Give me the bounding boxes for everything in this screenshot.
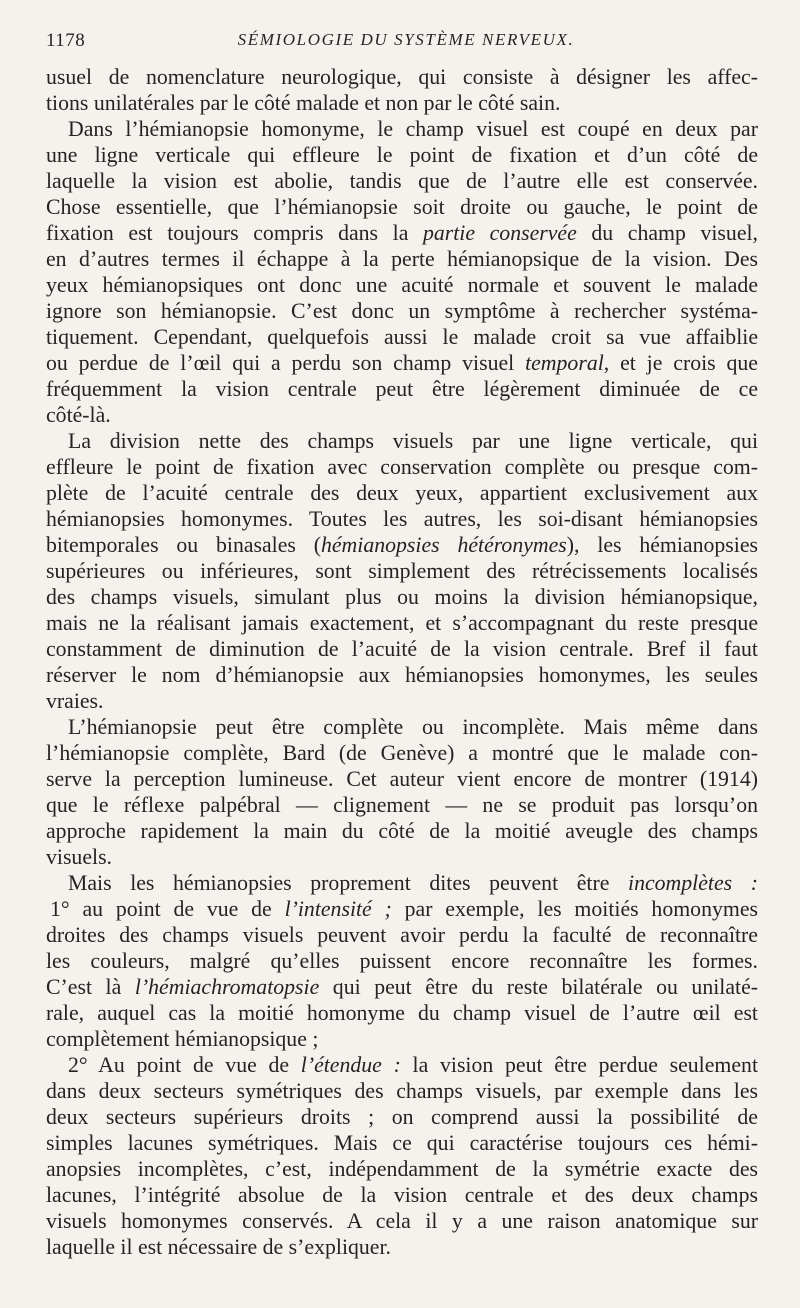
- text-line: [46, 818, 758, 844]
- text-line: [46, 1000, 758, 1026]
- text-segment: la vision peut être perdue seulement: [400, 1053, 758, 1077]
- text-line: [46, 350, 758, 376]
- text-line: [46, 610, 758, 636]
- text-line: [46, 1078, 758, 1104]
- italic-text: l’étendue :: [300, 1053, 401, 1077]
- text-segment: des champs visuels, simulant plus ou moins la division hémianopsique,: [46, 585, 758, 609]
- text-segment: effleure le point de fixation avec conservation complète ou presque com-: [46, 455, 758, 479]
- page-number: 1178: [46, 30, 86, 51]
- page-header: [46, 30, 756, 58]
- text-segment: laquelle la vision est abolie, tandis que de l’autre elle est conservée.: [46, 169, 758, 193]
- text-segment: une ligne verticale qui effleure le point de fixation et d’un côté de: [46, 143, 758, 167]
- text-segment: droites des champs visuels peuvent avoir perdu la faculté de reconnaître: [46, 923, 758, 947]
- text-line: [46, 1104, 758, 1130]
- text-segment: hémianopsies homonymes. Toutes les autres, les soi-disant hémianopsies: [46, 507, 758, 531]
- text-line: [46, 532, 758, 558]
- text-segment: complètement hémianopsique ;: [46, 1027, 319, 1051]
- text-line: [46, 116, 758, 142]
- text-segment: L’hémianopsie peut être complète ou incomplète. Mais même dans: [68, 715, 758, 739]
- text-line: [46, 142, 758, 168]
- text-line: [46, 1156, 758, 1182]
- text-line: [46, 636, 758, 662]
- text-line: [46, 298, 758, 324]
- italic-text: hémianopsies hétéronymes: [320, 533, 567, 557]
- text-line: [46, 948, 758, 974]
- text-segment: lacunes, l’intégrité absolue de la vision centrale et des deux champs: [46, 1183, 758, 1207]
- text-line: [46, 376, 758, 402]
- text-line: [46, 870, 758, 896]
- text-segment: C’est là: [46, 975, 135, 999]
- running-head: SÉMIOLOGIE DU SYSTÈME NERVEUX.: [237, 30, 575, 49]
- text-segment: approche rapidement la main du côté de la moitié aveugle des champs: [46, 819, 758, 843]
- text-line: [46, 714, 758, 740]
- text-line: [46, 428, 758, 454]
- text-line: [46, 1182, 758, 1208]
- text-segment: rale, auquel cas la moitié homonyme du champ visuel de l’autre œil est: [46, 1001, 758, 1025]
- text-segment: ignore son hémianopsie. C’est donc un symptôme à rechercher systéma-: [46, 299, 758, 323]
- text-segment: 2° Au point de vue de: [68, 1053, 301, 1077]
- text-line: [46, 584, 758, 610]
- text-line: [46, 974, 758, 1000]
- text-line: [46, 1130, 758, 1156]
- text-segment: simples lacunes symétriques. Mais ce qui caractérise toujours ces hémi-: [46, 1131, 758, 1155]
- text-segment: fréquemment la vision centrale peut être légèrement diminuée de ce: [46, 377, 758, 401]
- text-segment: plète de l’acuité centrale des deux yeux, appartient exclusivement aux: [46, 481, 758, 505]
- text-segment: tiquement. Cependant, quelquefois aussi le malade croit sa vue affaiblie: [46, 325, 758, 349]
- text-line: [46, 792, 758, 818]
- text-segment: du champ visuel,: [576, 221, 758, 245]
- text-segment: ou perdue de l’œil qui a perdu son champ visuel: [46, 351, 526, 375]
- text-line: [46, 454, 758, 480]
- text-line: [46, 246, 758, 272]
- text-line: [46, 558, 758, 584]
- italic-text: temporal: [525, 351, 604, 375]
- text-line: [46, 506, 758, 532]
- text-line: [46, 168, 758, 194]
- text-line: [46, 844, 758, 870]
- text-segment: bitemporales ou binasales (: [46, 533, 321, 557]
- text-line: [46, 402, 758, 428]
- text-segment: dans deux secteurs symétriques des champs visuels, par exemple dans les: [46, 1079, 758, 1103]
- text-segment: laquelle il est nécessaire de s’expliquer.: [46, 1235, 391, 1259]
- text-segment: La division nette des champs visuels par une ligne verticale, qui: [68, 429, 758, 453]
- text-segment: réserver le nom d’hémianopsie aux hémianopsies homonymes, les seules: [46, 663, 758, 687]
- text-segment: Dans l’hémianopsie homonyme, le champ visuel est coupé en deux par: [68, 117, 758, 141]
- text-line: [46, 1208, 758, 1234]
- italic-text: l’intensité ;: [284, 897, 392, 921]
- text-line: [46, 220, 758, 246]
- text-line: [46, 1052, 758, 1078]
- text-segment: les couleurs, malgré qu’elles puissent encore reconnaître les formes.: [46, 949, 758, 973]
- text-segment: Mais les hémianopsies proprement dites peuvent être: [68, 871, 629, 895]
- text-segment: supérieures ou inférieures, sont simplement des rétrécissements localisés: [46, 559, 758, 583]
- text-segment: visuels.: [46, 845, 112, 869]
- text-line: [46, 480, 758, 506]
- text-line: [46, 896, 758, 922]
- text-line: [46, 1234, 758, 1260]
- text-segment: qui peut être du reste bilatérale ou unilaté-: [319, 975, 759, 999]
- text-segment: que le réflexe palpébral — clignement — ne se produit pas lorsqu’on: [46, 793, 758, 817]
- italic-text: incomplètes :: [628, 871, 758, 895]
- text-line: [46, 766, 758, 792]
- text-line: [46, 740, 758, 766]
- text-segment: constamment de diminution de l’acuité de la vision centrale. Bref il faut: [46, 637, 758, 661]
- body-text: [46, 64, 758, 1260]
- text-line: [46, 194, 758, 220]
- text-segment: visuels homonymes conservés. A cela il y a une raison anatomique sur: [46, 1209, 758, 1233]
- text-line: [46, 1026, 758, 1052]
- text-segment: en d’autres termes il échappe à la perte hémianopsique de la vision. Des: [46, 247, 758, 271]
- italic-text: l’hémiachromatopsie: [134, 975, 320, 999]
- text-segment: vraies.: [46, 689, 104, 713]
- text-segment: Chose essentielle, que l’hémianopsie soit droite ou gauche, le point de: [46, 195, 758, 219]
- text-segment: côté-là.: [46, 403, 111, 427]
- text-segment: yeux hémianopsiques ont donc une acuité normale et souvent le malade: [46, 273, 758, 297]
- text-segment: serve la perception lumineuse. Cet auteur vient encore de montrer (1914): [46, 767, 758, 791]
- italic-text: partie conservée: [422, 221, 577, 245]
- text-segment: 1° au point de vue de: [50, 897, 285, 921]
- text-line: [46, 90, 758, 116]
- text-segment: usuel de nomenclature neurologique, qui consiste à désigner les affec-: [46, 65, 758, 89]
- text-segment: par exemple, les moitiés homonymes: [391, 897, 758, 921]
- text-segment: l’hémianopsie complète, Bard (de Genève) a montré que le malade con-: [46, 741, 758, 765]
- text-segment: , et je crois que: [603, 351, 758, 375]
- text-segment: ), les hémianopsies: [566, 533, 758, 557]
- text-segment: deux secteurs supérieurs droits ; on comprend aussi la possibilité de: [46, 1105, 758, 1129]
- text-line: [46, 662, 758, 688]
- text-segment: anopsies incomplètes, c’est, indépendamment de la symétrie exacte des: [46, 1157, 758, 1181]
- text-line: [46, 272, 758, 298]
- text-segment: fixation est toujours compris dans la: [46, 221, 423, 245]
- text-line: [46, 64, 758, 90]
- text-line: [46, 688, 758, 714]
- text-segment: mais ne la réalisant jamais exactement, et s’accompagnant du reste presque: [46, 611, 758, 635]
- text-line: [46, 324, 758, 350]
- text-segment: tions unilatérales par le côté malade et non par le côté sain.: [46, 91, 561, 115]
- text-line: [46, 922, 758, 948]
